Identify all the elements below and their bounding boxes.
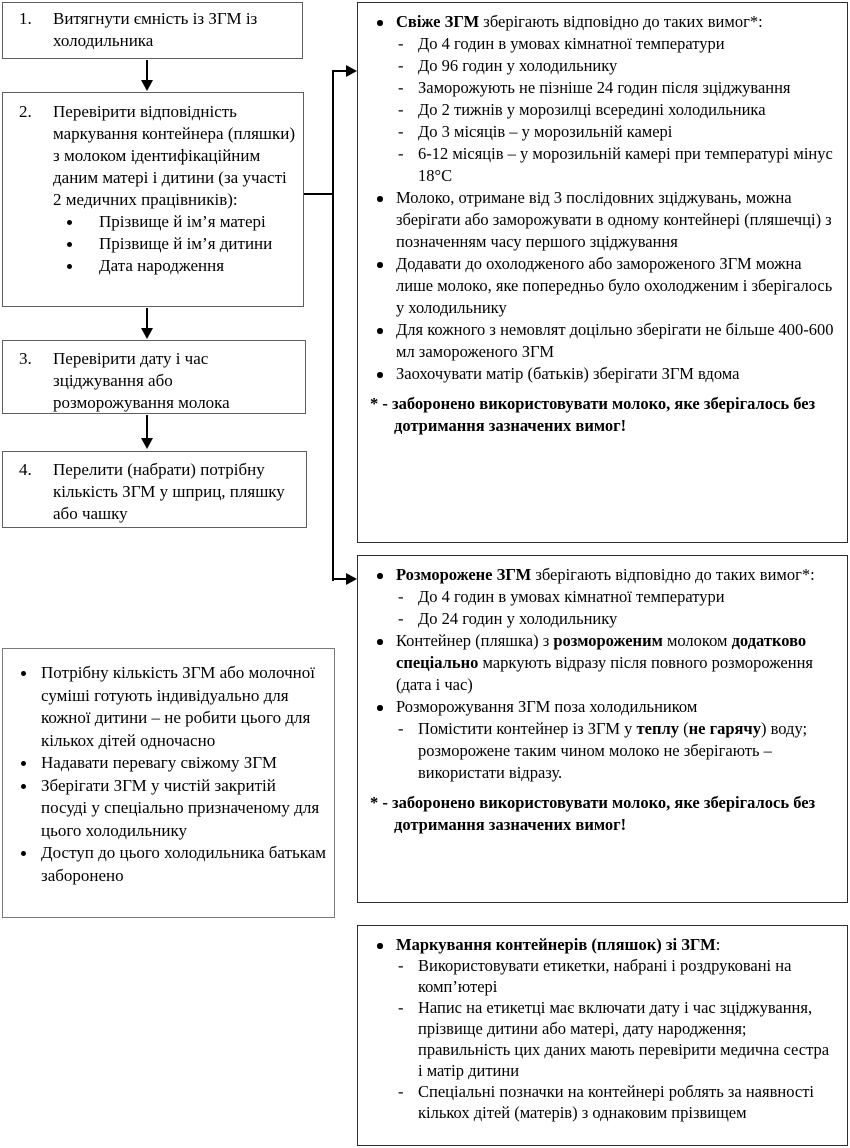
arrow-step2-step3-head xyxy=(141,328,153,339)
flow-step-3-box xyxy=(2,340,306,414)
fresh-sub-list xyxy=(396,33,835,187)
flow-step-4-box xyxy=(2,451,307,528)
connector-vertical-line xyxy=(332,70,334,581)
list-item xyxy=(396,718,835,784)
labeling-rules-list xyxy=(370,934,835,1123)
arrow-step3-step4-line xyxy=(146,415,148,439)
step-text: Перевірити дату і час зціджування або розморожування молока xyxy=(53,349,230,412)
list-item: - Використовувати етикетки, набрані і роздруковані на комп’ютері xyxy=(396,955,835,997)
list-item: - До 4 годин в умовах кімнатної температури xyxy=(396,586,835,608)
list-item xyxy=(370,630,835,696)
list-item: - 6-12 місяців – у морозильній камері при температурі мінус 18°С xyxy=(396,143,835,187)
labeling-title: Маркування контейнерів (пляшок) зі ЗГМ: xyxy=(396,935,721,954)
list-item: - До 24 годин у холодильнику xyxy=(396,608,835,630)
arrow-step2-step3-line xyxy=(146,308,148,329)
step-number: 2. xyxy=(19,102,32,121)
list-item: - Напис на етикетці має включати дату і час зціджування, прізвище дитини або матері, дату народження; правильність цих даних мають перевірити медична сестра і матір дитини xyxy=(396,997,835,1081)
list-item xyxy=(370,11,835,187)
step-number: 4. xyxy=(19,460,32,479)
connector-top-arrow-head xyxy=(346,65,357,77)
list-item: - До 2 тижнів у морозилці всередині холодильника xyxy=(396,99,835,121)
notes-bullet-list xyxy=(5,662,326,887)
step-text: Перелити (набрати) потрібну кількість ЗГМ у шприц, пляшку або чашку xyxy=(53,460,285,523)
list-item: - Заморожують не пізніше 24 годин після зціджування xyxy=(396,77,835,99)
flow-step-2-box xyxy=(2,92,304,307)
container-marking-rule: Контейнер (пляшка) з розмороженим молоком додатково спеціально маркують відразу після повного розмороження (дата і час) xyxy=(396,631,813,694)
connector-step2-stem xyxy=(304,193,334,195)
list-item: Прізвище й ім’я дитини xyxy=(53,233,295,255)
list-item: Для кожного з немовлят доцільно зберігати не більше 400-600 мл замороженого ЗГМ xyxy=(370,319,835,363)
fresh-milk-storage-box xyxy=(357,2,848,543)
fresh-rules-list xyxy=(370,11,835,385)
step-number: 1. xyxy=(19,9,32,28)
list-item xyxy=(370,564,835,630)
fresh-title: Свіже ЗГМ зберігають відповідно до таких вимог*: xyxy=(396,12,763,31)
list-item: Прізвище й ім’я матері xyxy=(53,211,295,233)
list-item: - Спеціальні позначки на контейнері роблять за наявності кількох дітей (матерів) з однаковим прізвищем xyxy=(396,1081,835,1123)
list-item: Надавати перевагу свіжому ЗГМ xyxy=(5,752,326,775)
list-item: Дата народження xyxy=(53,255,295,277)
list-item: - До 96 годин у холодильнику xyxy=(396,55,835,77)
list-item: - До 4 годин в умовах кімнатної температури xyxy=(396,33,835,55)
identification-bullet-list xyxy=(53,211,295,277)
thawed-sub-list xyxy=(396,586,835,630)
list-item xyxy=(370,934,835,1123)
list-item: Потрібну кількість ЗГМ або молочної суміші готують індивідуально для кожної дитини – не робити цього для кількох дітей одночасно xyxy=(5,662,326,752)
flow-step-1-box xyxy=(2,2,303,59)
arrow-step3-step4-head xyxy=(141,438,153,449)
arrow-step1-step2-line xyxy=(146,60,148,81)
thawed-rules-list xyxy=(370,564,835,784)
footnote: * - заборонено використовувати молоко, яке зберігалось без дотримання зазначених вимог! xyxy=(370,394,816,435)
thawing-rule: Розморожування ЗГМ поза холодильником xyxy=(396,697,698,716)
list-item xyxy=(370,696,835,784)
connector-bottom-arrow-head xyxy=(346,573,357,585)
step-text: Перевірити відповідність маркування контейнера (пляшки) з молоком ідентифікаційним даним матері і дитини (за участі 2 медичних працівників): xyxy=(53,102,295,209)
list-item: Додавати до охолодженого або замороженого ЗГМ можна лише молоко, яке попередньо було охолодженим і зберігалось у холодильнику xyxy=(370,253,835,319)
list-item: - До 3 місяців – у морозильній камері xyxy=(396,121,835,143)
container-labeling-box xyxy=(357,925,848,1146)
thawed-title: Розморожене ЗГМ зберігають відповідно до таких вимог*: xyxy=(396,565,815,584)
list-item: Заохочувати матір (батьків) зберігати ЗГМ вдома xyxy=(370,363,835,385)
list-item: Молоко, отримане від 3 послідовних зціджувань, можна зберігати або заморожувати в одному контейнері (пляшечці) з позначенням часу першого зціджування xyxy=(370,187,835,253)
list-item: Зберігати ЗГМ у чистій закритій посуді у спеціально призначеному для цього холодильнику xyxy=(5,775,326,843)
step-text: Витягнути ємність із ЗГМ із холодильника xyxy=(53,9,258,50)
arrow-step1-step2-head xyxy=(141,80,153,91)
thawing-sub-list xyxy=(396,718,835,784)
thawed-milk-storage-box xyxy=(357,555,848,903)
list-item: Доступ до цього холодильника батькам заборонено xyxy=(5,842,326,887)
step-number: 3. xyxy=(19,349,32,368)
footnote: * - заборонено використовувати молоко, яке зберігалось без дотримання зазначених вимог! xyxy=(370,793,816,834)
general-notes-box xyxy=(2,648,335,918)
warm-water-rule: Помістити контейнер із ЗГМ у теплу (не гарячу) воду; розморожене таким чином молоко не зберігають – використати відразу. xyxy=(418,719,808,782)
labeling-sub-list xyxy=(396,955,835,1123)
